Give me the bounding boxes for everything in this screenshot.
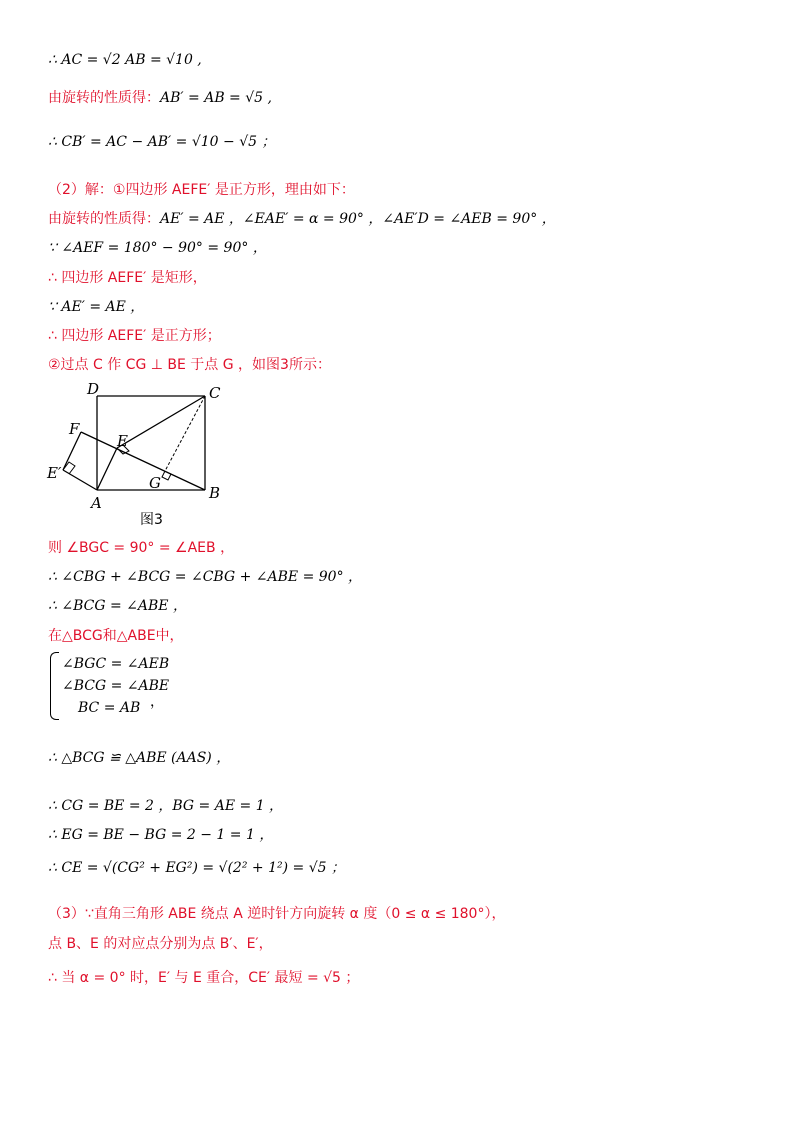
line-math-text: ∴ CB′ = AC − AB′ = √10 − √5 ； <box>48 134 276 150</box>
system-tail: ， <box>150 694 164 710</box>
solution-line <box>48 904 505 924</box>
label-e: E <box>117 432 128 450</box>
line-chinese-text: 则 ∠BGC = 90° = ∠AEB ， <box>48 540 235 556</box>
line-math-text: ∵ ∠AEF = 180° − 90° = 90° ， <box>48 240 267 256</box>
line-chinese-text: ∴ 当 α = 0° 时，E′ 与 E 重合，CE′ 最短 = √5 ； <box>48 970 360 986</box>
line-math-text: ∴ △BCG ≌ △ABE (AAS) ， <box>48 750 231 766</box>
solution-line <box>48 88 272 108</box>
line-math-text: ∴ CE = √(CG² + EG²) = √(2² + 1²) = √5 ； <box>48 860 345 876</box>
system-row-1: ∠BGC = ∠AEB <box>62 656 170 672</box>
solution-line <box>48 238 267 258</box>
solution-line <box>48 567 362 587</box>
solution-line <box>48 209 556 229</box>
seg-fb <box>81 432 205 490</box>
figure-3 <box>45 382 245 532</box>
line-chinese-text: ∴ 四边形 AEFE′ 是正方形； <box>48 328 221 344</box>
seg-ec <box>117 396 205 448</box>
solution-line <box>48 596 187 616</box>
line-math-text: ∴ AC = √2 AB = √10 , <box>48 52 202 68</box>
solution-line <box>48 297 144 317</box>
figure-caption: 图3 <box>140 512 163 528</box>
label-b: B <box>209 484 221 502</box>
solution-line <box>48 268 207 288</box>
solution-line <box>48 626 184 646</box>
line-math-text: AE′ = AE ，∠EAE′ = α = 90° ，∠AE′D = ∠AEB = 90° ， <box>160 211 556 227</box>
line-math-text: AB′ = AB = √5 , <box>160 90 272 106</box>
right-angle-e2 <box>63 462 75 474</box>
solution-line <box>48 858 345 878</box>
line-chinese-text: 由旋转的性质得： <box>48 211 160 227</box>
solution-line <box>48 796 283 816</box>
label-e-prime: E′ <box>47 464 62 482</box>
solution-line <box>48 934 273 954</box>
solution-line <box>48 825 273 845</box>
line-math-text: ∴ ∠BCG = ∠ABE ， <box>48 598 187 614</box>
line-chinese-text: ②过点 C 作 CG ⊥ BE 于点 G ，如图3所示： <box>48 357 331 373</box>
system-brace <box>50 652 59 720</box>
line-chinese-text: 由旋转的性质得： <box>48 90 160 106</box>
seg-e2a <box>63 470 97 490</box>
line-math-text: ∴ CG = BE = 2 ，BG = AE = 1 ， <box>48 798 284 814</box>
line-math-text: ∴ EG = BE − BG = 2 − 1 = 1 ， <box>48 827 274 843</box>
line-chinese-text: （2）解：①四边形 AEFE′ 是正方形，理由如下： <box>48 182 355 198</box>
label-g: G <box>149 474 161 492</box>
seg-ae <box>97 448 117 490</box>
solution-line <box>48 968 359 988</box>
solution-line <box>48 180 355 200</box>
solution-line <box>48 538 234 558</box>
label-f: F <box>69 420 80 438</box>
line-chinese-text: ∴ 四边形 AEFE′ 是矩形， <box>48 270 207 286</box>
solution-line <box>48 50 202 70</box>
system-row-2: ∠BCG = ∠ABE <box>62 678 170 694</box>
line-chinese-text: （3）∵直角三角形 ABE 绕点 A 逆时针方向旋转 α 度（0 ≤ α ≤ 180°）， <box>48 906 506 922</box>
line-chinese-text: 点 B、E 的对应点分别为点 B′、E′， <box>48 936 273 952</box>
line-math-text: ∴ ∠CBG + ∠BCG = ∠CBG + ∠ABE = 90° ， <box>48 569 363 585</box>
line-math-text: ∵ AE′ = AE ， <box>48 299 145 315</box>
label-c: C <box>209 384 221 402</box>
solution-line <box>48 355 331 375</box>
solution-line <box>48 132 275 152</box>
solution-line <box>48 326 221 346</box>
system-row-3: BC = AB <box>78 700 141 716</box>
label-a: A <box>91 494 102 512</box>
solution-line <box>48 748 230 768</box>
line-chinese-text: 在△BCG和△ABE中， <box>48 628 184 644</box>
label-d: D <box>87 382 100 398</box>
